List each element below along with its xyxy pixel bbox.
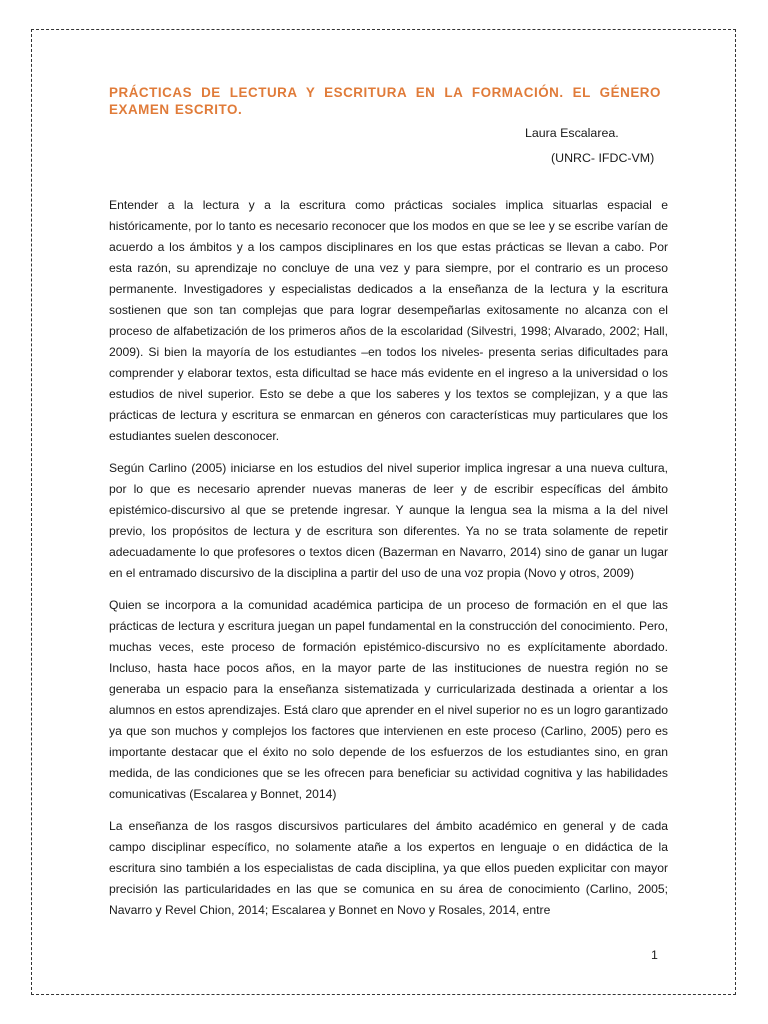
document-title: PRÁCTICAS DE LECTURA Y ESCRITURA EN LA FORMACIÓN. EL GÉNERO EXAMEN ESCRITO.	[109, 85, 661, 117]
body-paragraph: La enseñanza de los rasgos discursivos particulares del ámbito académico en general y de cada campo disciplinar específico, no solamente atañe a los expertos en lenguaje o en didáctica de la escritura sino también a los especialistas de cada disciplina, ya que ellos pueden explicitar con mayor precisión las particularidades en las que se comunica en su área de conocimiento (Carlino, 2005; Navarro y Revel Chion, 2014; Escalarea y Bonnet en Novo y Rosales, 2014, entre	[109, 819, 668, 917]
body-paragraph: Entender a la lectura y a la escritura como prácticas sociales implica situarlas espacial e históricamente, por lo tanto es necesario reconocer que los modos en que se lee y se escribe varían de acuerdo a los ámbitos y a los campos disciplinares en los que estas prácticas se llevan a cabo. Por esta razón, su aprendizaje no concluye de una vez y para siempre, por el contrario es un proceso permanente. Investigadores y especialistas dedicados a la enseñanza de la lectura y la escritura sostienen que son tan complejas que para lograr desempeñarlas exitosamente no alcanza con el proceso de alfabetización de los primeros años de la escolaridad (Silvestri, 1998; Alvarado, 2002; Hall, 2009). Si bien la mayoría de los estudiantes –en todos los niveles- presenta serias dificultades para comprender y elaborar textos, esta dificultad se hace más evidente en el ingreso a la universidad o los estudios de nivel superior. Esto se debe a que los saberes y los textos se complejizan, y a que las prácticas de lectura y escritura se enmarcan en géneros con características muy particulares que los estudiantes suelen desconocer.	[109, 198, 668, 443]
author-affiliation: (UNRC- IFDC-VM)	[551, 151, 655, 165]
body-paragraph: Según Carlino (2005) iniciarse en los estudios del nivel superior implica ingresar a una nueva cultura, por lo que es necesario aprender nuevas maneras de leer y de escribir específicas del ámbito epistémico-discursivo al que se pretende ingresar. Y aunque la lengua sea la misma a la del nivel previo, los propósitos de lectura y de escritura son diferentes. Ya no se trata solamente de repetir adecuadamente lo que profesores o textos dicen (Bazerman en Navarro, 2014) sino de ganar un lugar en el entramado discursivo de la disciplina a partir del uso de una voz propia (Novo y otros, 2009)	[109, 461, 668, 580]
page-number: 1	[651, 948, 658, 962]
body-paragraph: Quien se incorpora a la comunidad académica participa de un proceso de formación en el que las prácticas de lectura y escritura juegan un papel fundamental en la construcción del conocimiento. Pero, muchas veces, este proceso de formación epistémico-discursivo no es explícitamente abordado. Incluso, hasta hace pocos años, en la mayor parte de las instituciones de nuestra región no se generaba un espacio para la enseñanza sistematizada y curricularizada destinada a orientar a los alumnos en estos aprendizajes. Está claro que aprender en el nivel superior no es un logro garantizado ya que son muchos y complejos los factores que intervienen en este proceso (Carlino, 2005) pero es importante destacar que el éxito no solo depende de los esfuerzos de los estudiantes sino, en gran medida, de las condiciones que se les ofrecen para beneficiar su actividad cognitiva y las habilidades comunicativas (Escalarea y Bonnet, 2014)	[109, 598, 668, 801]
author-name: Laura Escalarea.	[525, 126, 619, 140]
document-body	[109, 195, 668, 932]
